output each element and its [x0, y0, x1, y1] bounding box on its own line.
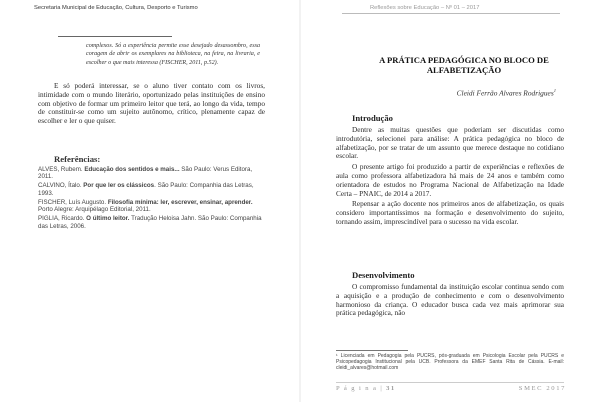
publisher-mark: SMEC 2017	[518, 385, 566, 392]
left-paragraph: E só poderá interessar, se o aluno tiver contato com os livros, intimidade com o mundo literário, oportunizado pelas instituições de ensino com objetivo de formar um primeiro leitor que terá, ao longo da vida, tempo de constituir-se como um sujeito autônomo, crítico, plenamente capaz de escolher e ler o que quiser.	[38, 81, 265, 126]
reference-item: FISCHER, Luís Augusto. Filosofia mínima: ler, escrever, ensinar, aprender. Porto Alegre: Arquipélago Editorial, 2011.	[38, 198, 253, 214]
footnote: ¹ Licenciada em Pedagogia pela PUCRS, pós-graduada em Psicologia Escolar pela PUCRS e Psicopedagogia Institucional pela UCB. Professora da EMEF Santa Rita de Cássia. E-mail: cleidi_alvares@hotmail.com	[336, 353, 564, 372]
author-name: Cleidi Ferrão Alvares Rodrigues$^1$	[456, 88, 556, 98]
footer-rule	[336, 382, 564, 383]
references-heading: Referências:	[54, 154, 101, 164]
intro-heading: Introdução	[352, 113, 393, 123]
left-header-rule	[58, 36, 172, 37]
intro-body	[336, 126, 564, 227]
intro-paragraph: O presente artigo foi produzido a partir de experiências e reflexões de aula como professora alfabetizadora há mais de 24 anos e também como orientadora de estudos no Programa Nacional de Alfabetização na Idade Certa – PNAIC, de 2014 a 2017.	[336, 162, 564, 198]
left-running-head: Secretaria Municipal de Educação, Cultura, Desporto e Turismo	[34, 5, 198, 11]
development-heading: Desenvolvimento	[352, 270, 415, 280]
development-paragraph: O compromisso fundamental da instituição escolar continua sendo com a aquisição e a produção de conhecimento e com o desenvolvimento harmonioso da criança. O educador busca cada vez mais aprimorar sua prática pedagógica, não	[336, 282, 564, 318]
reference-item: ALVES, Rubem. Educação dos sentidos e mais... São Paulo: Verus Editora, 2011.	[38, 166, 253, 181]
author-footnote-mark: 1	[553, 88, 556, 93]
page-number: P á g i n a | 31	[336, 385, 396, 392]
article-title: A PRÁTICA PEDAGÓGICA NO BLOCO DE ALFABETIZAÇÃO	[379, 55, 549, 75]
footnote-rule	[336, 350, 408, 351]
development-body	[336, 283, 564, 318]
right-running-head: Reflexões sobre Educação – Nº 01 – 2017	[370, 5, 480, 11]
reference-item: PIGLIA, Ricardo. O último leitor. Tradução Heloisa Jahn. São Paulo: Companhia das Letras, 2006.	[38, 215, 262, 230]
block-quote: complexos. Só a experiência permite esse desejado desassombro, essa coragem de abrir os exemplares na biblioteca, na feira, na livraria, e escolher o que mais interessa (FISCHER, 2011, p.52).	[86, 43, 260, 66]
reference-item: CALVINO, Ítalo. Por que ler os clássicos. São Paulo: Companhia das Letras, 1993.	[38, 182, 254, 197]
references-list	[38, 166, 266, 232]
right-header-rule	[342, 13, 560, 14]
right-page	[300, 0, 600, 402]
intro-paragraph: Repensar a ação docente nos primeiros anos de alfabetização, os quais considero importantíssimos na formação e desenvolvimento do sujeito, tornando assim, imprescindível para o sucesso na vida escolar.	[336, 199, 564, 226]
left-body	[38, 82, 265, 126]
intro-paragraph: Dentre as muitas questões que poderiam ser discutidas como introdutória, selecionei para análise: A prática pedagógica no bloco de alfabetização, por se tratar de um assunto que merece destaque no cotidiano escolar.	[336, 125, 564, 161]
